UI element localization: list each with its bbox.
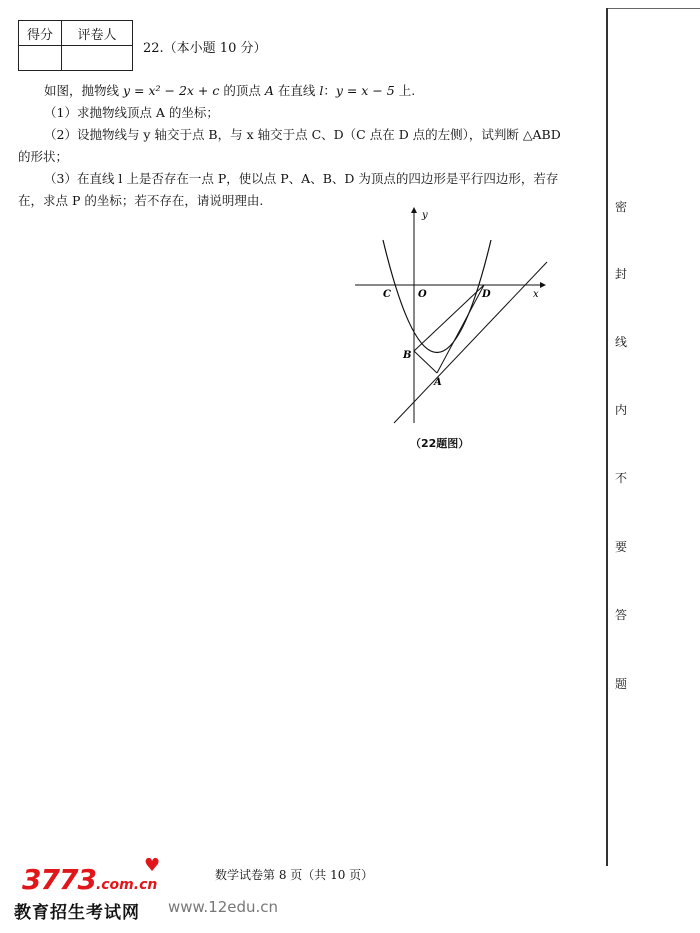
- vertex-label: A: [264, 83, 274, 98]
- x-axis-label: x: [533, 289, 539, 300]
- seal-char: 题: [614, 677, 627, 691]
- site-tagline: 教育招生考试网: [14, 903, 140, 923]
- figure-caption: （22题图）: [410, 437, 470, 450]
- score-cell: [19, 46, 62, 71]
- site-logo: [22, 855, 161, 896]
- seal-char: 内: [614, 403, 627, 417]
- watermark: www.12edu.cn: [168, 898, 279, 916]
- grader-cell: [62, 46, 133, 71]
- question-part-3-cont: 在，求点 P 的坐标；若不存在，请说明理由.: [18, 193, 264, 208]
- line-name: l: [319, 83, 324, 98]
- logo-number: 3773: [22, 863, 96, 896]
- point-b-label: B: [403, 350, 412, 361]
- parabola-figure: [350, 205, 555, 430]
- question-part-3: （3）在直线 l 上是否存在一点 P，使以点 P、A、B、D 为顶点的四边形是平行四边形，若存: [44, 171, 559, 186]
- seal-char: 要: [614, 540, 627, 554]
- origin-label: O: [418, 289, 427, 300]
- seal-char: 线: [614, 335, 627, 349]
- score-label: 得分: [19, 21, 62, 46]
- line-l: [394, 262, 547, 423]
- seal-char: 不: [614, 471, 627, 485]
- seal-char: 封: [614, 267, 627, 281]
- point-c-label: C: [383, 289, 391, 300]
- parabola-equation: y = x² − 2x + c: [122, 83, 220, 98]
- question-part-2-cont: 的形状；: [18, 149, 69, 164]
- y-axis-label: y: [422, 210, 428, 221]
- page-footer: 数学试卷第 8 页（共 10 页）: [215, 868, 374, 882]
- line-equation: y = x − 5: [335, 83, 395, 98]
- heart-icon: ♥: [144, 855, 161, 876]
- point-a-label: A: [434, 377, 442, 388]
- question-header: 22.（本小题 10 分）: [143, 41, 267, 56]
- segment-ba: [414, 351, 437, 373]
- question-intro: 如图，抛物线 y = x² − 2x + c 的顶点 A 在直线 l：y = x − 5 上.: [44, 83, 416, 98]
- parabola-curve: [383, 240, 491, 353]
- grader-label: 评卷人: [62, 21, 133, 46]
- question-part-2: （2）设抛物线与 y 轴交于点 B，与 x 轴交于点 C、D（C 点在 D 点的左侧），试判断 △ABD: [44, 127, 561, 142]
- score-table: [18, 20, 133, 71]
- seal-char: 答: [614, 608, 627, 622]
- logo-domain: .com.cn: [95, 877, 158, 893]
- seal-margin-rule: [606, 8, 608, 866]
- segment-ad: [437, 285, 484, 373]
- seal-char: 密: [614, 200, 627, 214]
- margin-top-rule: [606, 8, 700, 9]
- point-d-label: D: [482, 289, 491, 300]
- question-body: [18, 80, 583, 212]
- question-part-1: （1）求抛物线顶点 A 的坐标；: [44, 105, 219, 120]
